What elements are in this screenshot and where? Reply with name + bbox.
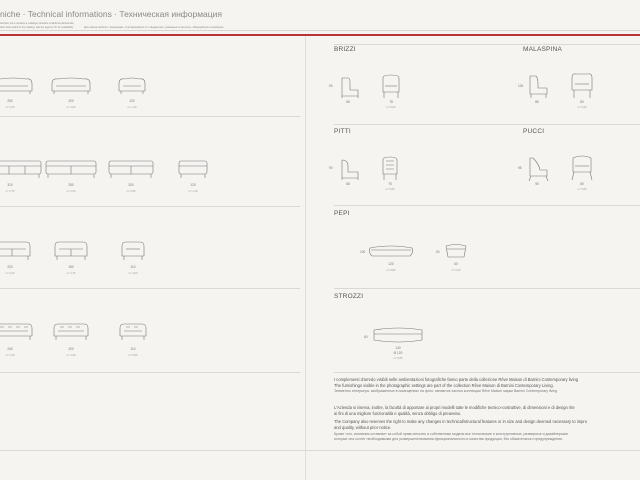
row2-m3-3: m³ 2,05 — [126, 190, 136, 193]
pepi-width-small: 60 — [454, 262, 458, 266]
header-note-en: duct sizes listed in the catalog, ask the agency for its availability — [0, 26, 74, 29]
sofa-row3-item1-drawing — [0, 240, 32, 262]
malaspina-height: 100 — [518, 84, 524, 88]
sofa-row2-item1-drawing — [0, 158, 42, 180]
pucci-width: 80 — [580, 182, 584, 186]
malaspina-depth: 85 — [535, 100, 539, 104]
strozzi-height: 60 — [364, 335, 368, 339]
sofa-row3-item3-drawing — [120, 240, 146, 262]
row4-width-3: 110 — [130, 347, 136, 351]
row4-m3-2: m³ 1,90 — [66, 354, 76, 357]
row2-m3-4: m³ 1,10 — [188, 190, 198, 193]
sofa-row4-item3-drawing — [118, 322, 148, 342]
row3-divider — [0, 288, 300, 289]
row3-m3-2: m³ 1,75 — [66, 272, 76, 275]
pepi-m3-small: m³ 0,20 — [451, 269, 461, 272]
row1-width-3: 120 — [129, 99, 135, 103]
note-furnishings-en: The furnishings visible in the photographic settings are part of the collection Rêve Maison di Barnini Contemporary Living. — [334, 383, 554, 388]
strozzi-diameter: Ø 120 — [393, 351, 403, 355]
sofa-row2-item2-drawing — [45, 158, 97, 180]
malaspina-width: 80 — [580, 100, 584, 104]
header-note-ru: Для заказа мебели с размерами, отличающимися от стандартных, указанных в каталоге, обращайтесь в компанию — [84, 26, 224, 29]
sofa-row4-item2-drawing — [52, 322, 90, 342]
row1-width-2: 200 — [68, 99, 74, 103]
sofa-row2-item3-drawing — [108, 158, 154, 180]
strozzi-width: 140 — [395, 346, 401, 350]
header-top-rule — [0, 30, 640, 31]
row4-width-1: 240 — [7, 347, 13, 351]
row1-m3-3: m³ 1,10 — [127, 106, 137, 109]
pucci-side-drawing — [527, 156, 549, 182]
note-rights-ru-cont: которые она сочтет необходимыми для усовершенствования функциональности и качества продукции, без обязательного предупреждения. — [334, 437, 563, 441]
note-furnishings-ru: Элементы интерьера, изображенные в помещениях на фото, являются частью коллекции Rêve Maison марки Barnini Contemporary living — [334, 389, 557, 393]
row4-width-2: 200 — [68, 347, 74, 351]
row3-width-3: 110 — [130, 265, 136, 269]
pucci-height: 95 — [518, 166, 522, 170]
note-rights-en-cont: and quality, without prior notice. — [334, 425, 392, 430]
right-divider-3 — [334, 288, 640, 289]
brizzi-depth: 66 — [346, 100, 350, 104]
sofa-row1-item3-drawing — [117, 76, 147, 96]
note-rights-it-cont: ai fini di una migliore funzionalità e qualità, senza obbligo di preavviso. — [334, 411, 462, 416]
note-furnishings-it: I complementi d'arredo visibili nelle ambientazioni fotografiche fanno parte della collezione Rêve Maison di Barnini Contemporary living — [334, 377, 579, 382]
pitti-front-drawing — [380, 156, 400, 182]
row2-divider — [0, 206, 300, 207]
header-red-rule — [0, 34, 640, 36]
row1-m3-1: m³ 2,00 — [5, 106, 15, 109]
sofa-row1-item1-drawing — [0, 76, 34, 96]
page-title: niche · Technical informations · Техническая информация — [0, 9, 223, 19]
right-divider-2 — [334, 205, 640, 206]
footer-bottom-rule — [0, 450, 640, 451]
pitti-title: PITTI — [334, 128, 351, 135]
sofa-row3-item2-drawing — [53, 240, 89, 262]
pucci-m3: m³ 0,80 — [577, 188, 587, 191]
malaspina-front-drawing — [570, 72, 594, 100]
header-note-it: del item sono rendere a catalogo chiedere a fabbrica all'azienda — [0, 22, 74, 25]
note-rights-it: L'Azienda si riserva, inoltre, la facoltà di apportare ai propri modelli tutte le modifiche tecnico-costruttive, di dimensioni e di design rite — [334, 405, 575, 410]
brizzi-height: 90 — [329, 84, 333, 88]
brizzi-width: 78 — [389, 100, 393, 104]
pepi-m3-large: m³ 0,85 — [386, 269, 396, 272]
pepi-width-large: 120 — [388, 262, 394, 266]
row4-m3-1: m³ 2,10 — [5, 354, 15, 357]
right-divider-1 — [334, 124, 640, 125]
strozzi-m3: m³ 0,85 — [393, 357, 403, 360]
row3-m3-3: m³ 1,00 — [128, 272, 138, 275]
row2-width-4: 120 — [190, 183, 196, 187]
brizzi-side-drawing — [338, 76, 360, 100]
sofa-row4-item1-drawing — [0, 322, 34, 342]
right-top-rule — [334, 44, 640, 45]
row3-width-1: 220 — [7, 265, 13, 269]
row2-m3-2: m³ 2,00 — [66, 190, 76, 193]
strozzi-title: STROZZI — [334, 293, 364, 300]
row1-divider — [0, 116, 300, 117]
malaspina-side-drawing — [527, 74, 549, 100]
row4-divider — [0, 372, 300, 373]
pepi-height-small: 50 — [436, 250, 440, 254]
row2-m3-1: m³ 2,75 — [5, 190, 15, 193]
row3-m3-1: m³ 2,20 — [5, 272, 15, 275]
pucci-title: PUCCI — [523, 128, 545, 135]
brizzi-m3: m³ 0,80 — [386, 106, 396, 109]
sofa-row2-item4-drawing — [178, 158, 208, 180]
row2-width-2: 250 — [68, 183, 74, 187]
pitti-width: 75 — [388, 182, 392, 186]
row3-width-2: 180 — [68, 265, 74, 269]
pepi-height-large: 100 — [360, 250, 366, 254]
pitti-depth: 68 — [346, 182, 350, 186]
pitti-m3: m³ 0,80 — [385, 188, 395, 191]
column-divider — [305, 36, 306, 480]
row2-width-3: 200 — [128, 183, 134, 187]
note-rights-ru: Кроме того, компания оставляет за собой право вносить в собственные модели все технические и конструктивные, размерные и дизайнерские — [334, 432, 569, 436]
row4-m3-3: m³ 0,95 — [128, 354, 138, 357]
malaspina-title: MALASPINA — [523, 46, 563, 53]
pucci-front-drawing — [570, 154, 594, 182]
pepi-small-table-drawing — [444, 243, 468, 261]
row2-width-1: 310 — [7, 183, 13, 187]
pucci-depth: 90 — [535, 182, 539, 186]
brizzi-front-drawing — [380, 74, 402, 100]
malaspina-m3: m³ 0,90 — [577, 106, 587, 109]
sofa-row1-item2-drawing — [50, 76, 92, 96]
brizzi-title: BRIZZI — [334, 46, 356, 53]
note-rights-en: The Company also reserves the right to make any changes in technical/structural features or in size and design deemed necessary to impro — [334, 419, 588, 424]
right-divider-4 — [334, 372, 640, 373]
pitti-side-drawing — [338, 158, 360, 182]
pepi-large-table-drawing — [368, 244, 414, 260]
strozzi-table-drawing — [372, 326, 424, 346]
pepi-title: PEPI — [334, 210, 350, 217]
row1-width-1: 250 — [7, 99, 13, 103]
pitti-height: 90 — [329, 166, 333, 170]
row1-m3-2: m³ 1,84 — [66, 106, 76, 109]
